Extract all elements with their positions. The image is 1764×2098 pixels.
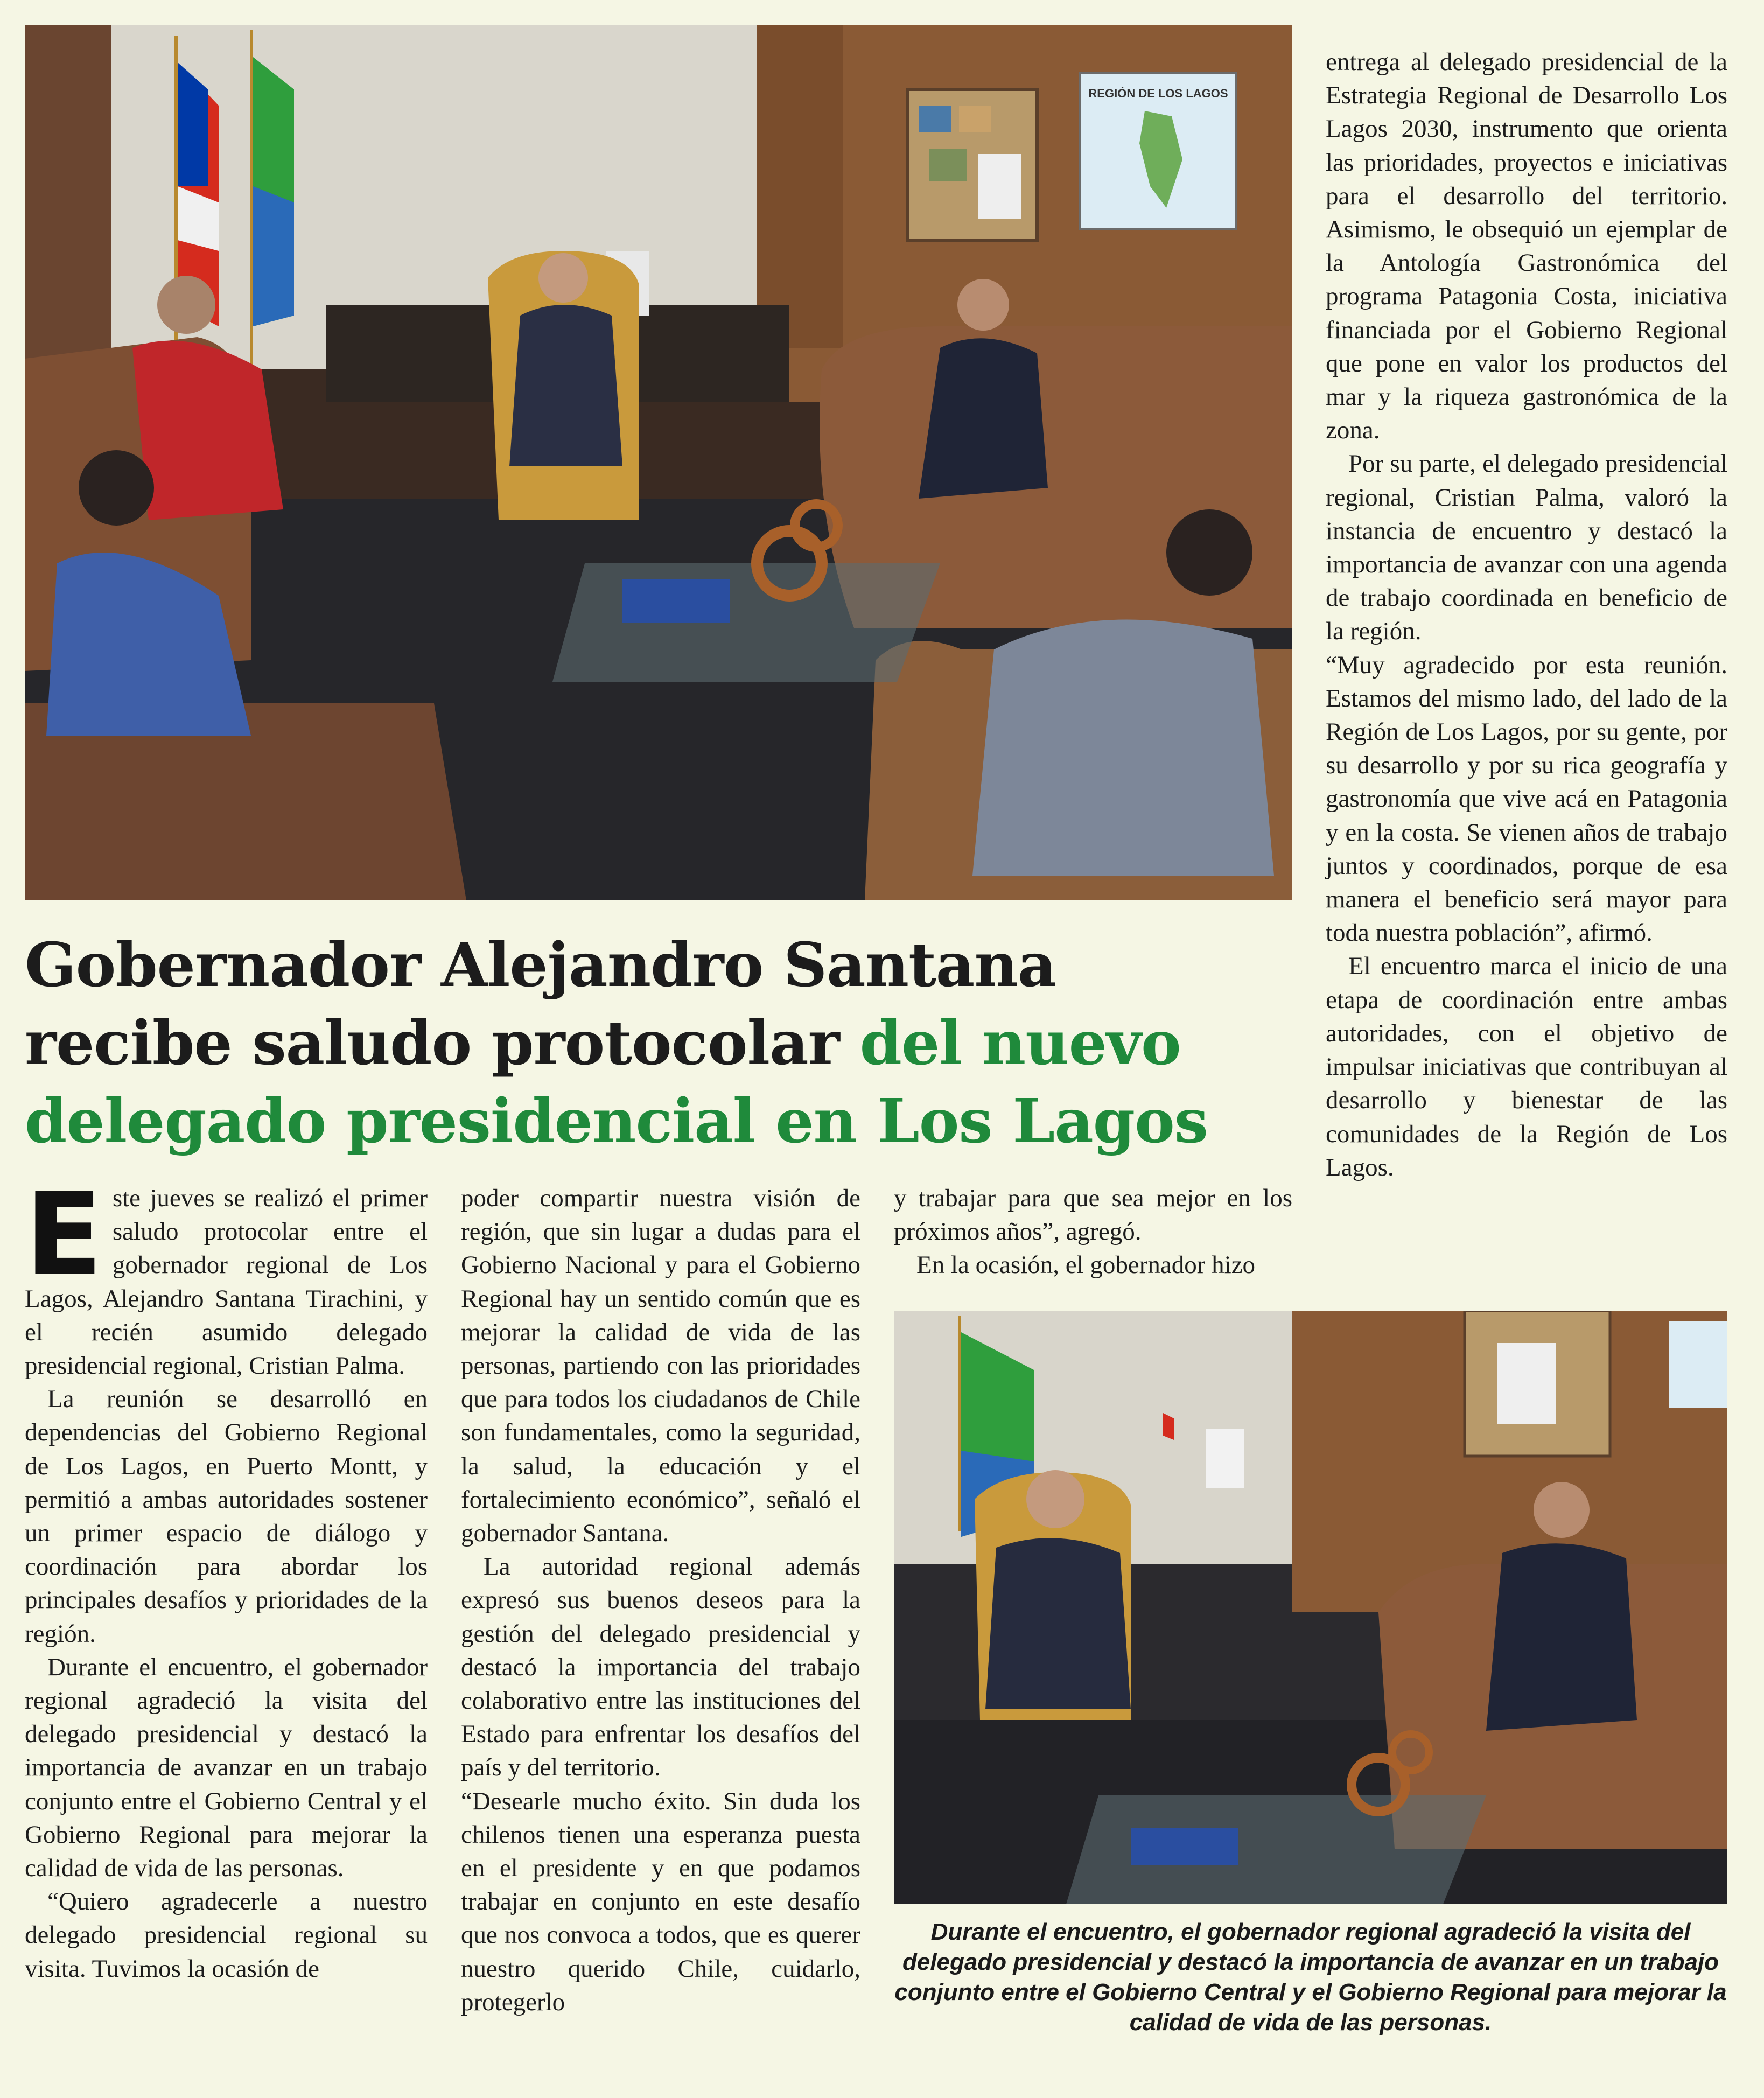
article-paragraph: “Quiero agradecerle a nuestro delegado presidencial regional su visita. Tuvimos la ocasión de [25,1887,428,1983]
article-paragraph: poder compartir nuestra visión de región, que sin lugar a dudas para el Gobierno Nacional y para el Gobierno Regional hay un sentido común que es mejorar la calidad de vida de las personas, partiendo con las prioridades que para todos los ciudadanos de Chile son fundamentales, como la seguridad, la salud, la educación y el fortalecimiento económico”, señaló el gobernador Santana. [461,1184,860,1548]
article-paragraph: La autoridad regional además expresó sus buenos deseos para la gestión del delegado presidencial y destacó la importancia del trabajo colaborativo entre las instituciones del Estado para enfrentar los desafíos del país y del territorio. [461,1552,860,1782]
article-paragraph: La reunión se desarrolló en dependencias del Gobierno Regional de Los Lagos, en Puerto Montt, y permitió a ambas autoridades sostener un primer espacio de diálogo y coordinación para abordar los principales desafíos y prioridades de la región. [25,1385,428,1648]
governor-figure [985,1538,1131,1709]
second-photo [894,1311,1727,1904]
headline-green: del nuevo delegado presidencial en Los Lagos [25,1008,1208,1157]
headline-dark: Gobernador Alejandro Santana recibe saludo protocolar [25,930,1056,1079]
delegate-figure [1486,1543,1637,1731]
article-paragraph: El encuentro marca el inicio de una etapa de coordinación entre ambas autoridades, con el objetivo de impulsar iniciativas que contribuyan al desarrollo y bienestar de las comunidades de la Región de Los Lagos. [1326,952,1727,1181]
headline [25,926,1279,1160]
drop-cap: E [25,1168,103,1301]
article-paragraph: entrega al delegado presidencial de la Estrategia Regional de Desarrollo Los Lagos 2030, instrumento que orienta las prioridades, proyectos e iniciativas para el desarrollo del territorio. Asimismo, le obsequió un ejemplar de la Antología Gastronómica del programa Patagonia Costa, iniciativa financiada por el Gobierno Regional que pone en valor los productos del mar y la riqueza gastronómica de la zona. [1326,48,1727,445]
second-photo-illustration [894,1311,1727,1904]
article-paragraph: Durante el encuentro, el gobernador regional agradeció la visita del delegado presidencial y destacó la importancia de avanzar en un trabajo conjunto entre el Gobierno Central y el Gobierno Regional para mejorar la calidad de vida de las personas. [25,1653,428,1883]
map-poster-title: REGIÓN DE LOS LAGOS [1088,87,1228,100]
paragraph-text: ste jueves se realizó el primer saludo protocolar entre el gobernador regional de Los Lagos, Alejandro Santana Tirachini, y el recién asumido delegado presidencial regional, Cristian Palma. [25,1184,428,1380]
article-paragraph: y trabajar para que sea mejor en los próximos años”, agregó. [894,1184,1292,1246]
article-column-3 [894,1181,1292,1282]
article-paragraph [25,1168,428,1382]
gray-jacket-figure [972,619,1274,876]
glass-coffee-table [552,563,940,682]
article-paragraph: Por su parte, el delegado presidencial regional, Cristian Palma, valoró la instancia de encuentro y destacó la importancia de avanzar con una agenda de trabajo coordinada en beneficio de la región. [1326,450,1727,646]
article-column-2 [461,1181,860,2019]
article-column-1 [25,1168,428,1985]
book [622,579,730,623]
photo-caption: Durante el encuentro, el gobernador regional agradeció la visita del delegado presidencial y destacó la importancia de avanzar en un trabajo conjunto entre el Gobierno Central y el Gobierno Regional para mejorar la calidad de vida de las personas. [894,1919,1727,2036]
article-paragraph: “Muy agradecido por esta reunión. Estamos del mismo lado, del lado de la Región de Los Lagos, por su gente, por su desarrollo y por su rica geografía y gastronomía que vive acá en Patagonia y en la costa. Se vienen años de trabajo juntos y coordinados, porque de esa manera el beneficio será mayor para toda nuestra población”, afirmó. [1326,651,1727,947]
article-paragraph: En la ocasión, el gobernador hizo [916,1251,1256,1279]
main-photo-illustration [25,25,1292,900]
main-photo [25,25,1292,900]
article-column-right [1326,45,1727,1184]
book [1131,1828,1238,1865]
glass-coffee-table [1066,1795,1486,1904]
article-paragraph: “Desearle mucho éxito. Sin duda los chilenos tienen una esperanza puesta en el presidente y en que podamos trabajar en conjunto en este desafío que nos convoca a todos, que es querer nuestro querido Chile, cuidarlo, protegerlo [461,1787,860,2016]
governor-figure [509,305,622,466]
